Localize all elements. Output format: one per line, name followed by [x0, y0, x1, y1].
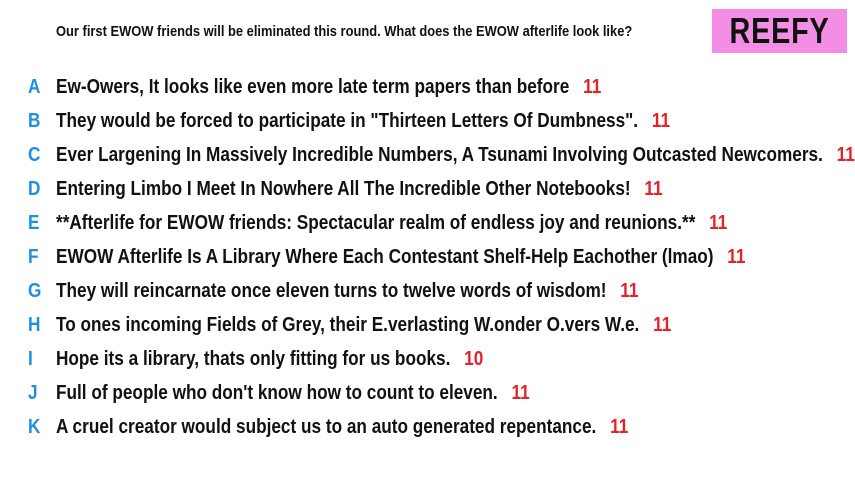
response-text: They will reincarnate once eleven turns to twelve words of wisdom! [56, 280, 607, 302]
response-text: To ones incoming Fields of Grey, their E.verlasting W.onder O.vers W.e. [56, 314, 640, 336]
response-letter: G [28, 280, 42, 302]
response-row [0, 70, 853, 104]
contestant-name-badge [712, 9, 847, 53]
response-row [0, 274, 853, 308]
response-text: Entering Limbo I Meet In Nowhere All The Incredible Other Notebooks! [56, 178, 631, 200]
response-letter: B [28, 110, 41, 132]
word-count: 11 [709, 212, 728, 234]
response-text: Full of people who don't know how to count to eleven. [56, 382, 498, 404]
word-count: 11 [511, 382, 530, 404]
response-line [56, 382, 530, 404]
response-row [0, 342, 853, 376]
word-count: 10 [464, 348, 484, 370]
prompt-text: Our first EWOW friends will be eliminated this round. What does the EWOW afterlife look like? [56, 23, 633, 40]
response-text: A cruel creator would subject us to an auto generated repentance. [56, 416, 597, 438]
response-line [56, 110, 670, 132]
response-text: Ew-Owers, It looks like even more late term papers than before [56, 76, 570, 98]
response-row [0, 240, 853, 274]
response-text: They would be forced to participate in "Thirteen Letters Of Dumbness". [56, 110, 639, 132]
response-text: **Afterlife for EWOW friends: Spectacular realm of endless joy and reunions.** [56, 212, 696, 234]
response-letter: C [28, 144, 41, 166]
response-text: Hope its a library, thats only fitting for us books. [56, 348, 451, 370]
response-letter: D [28, 178, 41, 200]
response-row [0, 308, 853, 342]
response-row [0, 410, 853, 444]
response-letter: F [28, 246, 39, 268]
response-row [0, 104, 853, 138]
response-letter: A [28, 76, 41, 98]
word-count: 11 [583, 76, 602, 98]
word-count: 11 [651, 110, 671, 132]
response-line [56, 416, 628, 438]
response-row [0, 172, 853, 206]
word-count: 11 [644, 178, 663, 200]
response-line [56, 178, 663, 200]
contestant-name: REEFY [729, 10, 830, 51]
response-line [56, 280, 638, 302]
response-line [56, 212, 727, 234]
response-letter: J [28, 382, 38, 404]
response-row [0, 376, 853, 410]
response-line [56, 144, 855, 166]
word-count: 11 [727, 246, 746, 268]
response-line [56, 246, 745, 268]
word-count: 11 [836, 144, 855, 166]
response-letter: I [28, 348, 33, 370]
response-text: Ever Largening In Massively Incredible Numbers, A Tsunami Involving Outcasted Newcomers. [56, 144, 823, 166]
response-text: EWOW Afterlife Is A Library Where Each Contestant Shelf-Help Eachother (lmao) [56, 246, 714, 268]
response-letter: E [28, 212, 40, 234]
word-count: 11 [610, 416, 629, 438]
response-row [0, 206, 853, 240]
response-line [56, 76, 601, 98]
response-letter: H [28, 314, 41, 336]
word-count: 11 [620, 280, 639, 302]
response-line [56, 314, 671, 336]
word-count: 11 [653, 314, 672, 336]
response-row [0, 138, 853, 172]
response-letter: K [28, 416, 41, 438]
response-line [56, 348, 483, 370]
